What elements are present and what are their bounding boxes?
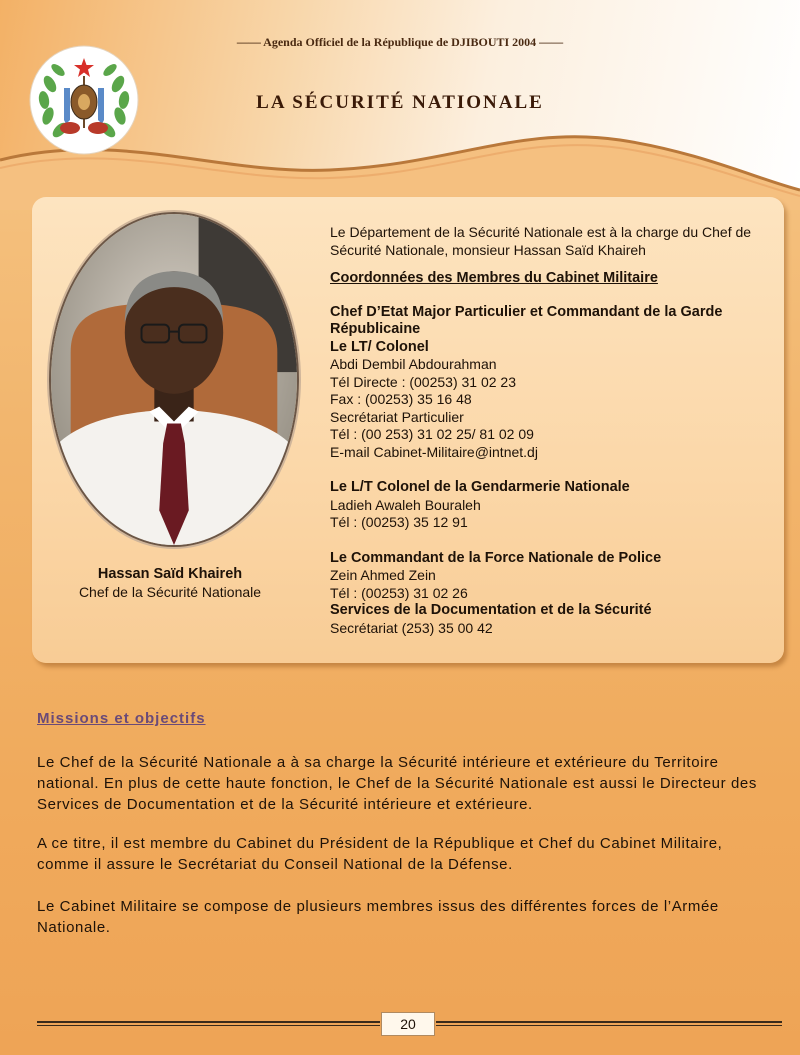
chef-secretariat: Secrétariat Particulier — [330, 408, 464, 425]
police-block — [330, 550, 770, 638]
chef-secretariat-tel: Tél : (00 253) 31 02 25/ 81 02 09 — [330, 426, 534, 442]
chef-fax: Fax : (00253) 35 16 48 — [330, 391, 472, 407]
footer-rule-left — [37, 1021, 380, 1026]
agenda-line: —— Agenda Officiel de la République de DJIBOUTI 2004 —— — [236, 35, 564, 49]
page-title: LA SÉCURITÉ NATIONALE — [256, 92, 544, 113]
official-role: Chef de la Sécurité Nationale — [78, 584, 262, 600]
official-name: Hassan Saïd Khaireh — [97, 566, 243, 582]
services-secretariat: Secrétariat (253) 35 00 42 — [330, 619, 493, 636]
services-title: Services de la Documentation et de la Sécurité — [330, 602, 652, 618]
chef-rank: Le LT/ Colonel — [330, 338, 429, 355]
cabinet-heading: Coordonnées des Membres du Cabinet Militaire — [330, 270, 658, 286]
chef-title-2: Républicaine — [330, 321, 421, 337]
chef-email[interactable]: E-mail Cabinet-Militaire@intnet.dj — [330, 443, 538, 460]
chef-block — [330, 304, 770, 462]
department-intro: Le Département de la Sécurité Nationale est à la charge du Chef de Sécurité Nationale, monsieur Hassan Saïd Khaireh — [330, 224, 752, 258]
missions-heading: Missions et objectifs — [37, 710, 206, 727]
police-title: Le Commandant de la Force Nationale de Police — [330, 549, 662, 566]
portrait-photo — [49, 212, 299, 547]
gendarmerie-block — [330, 479, 770, 532]
missions-paragraph: A ce titre, il est membre du Cabinet du Président de la République et Chef du Cabinet Militaire, comme il assure le Secrétariat du Conseil National de la Défense. — [37, 835, 723, 873]
missions-paragraph: Le Cabinet Militaire se compose de plusieurs membres issus des différentes forces de l’Armée Nationale. — [37, 898, 719, 936]
portrait-caption — [40, 566, 300, 600]
chef-title-1: Chef D’Etat Major Particulier et Commandant de la Garde — [330, 303, 723, 320]
contact-info — [330, 224, 770, 637]
gendarmerie-title: Le L/T Colonel de la Gendarmerie Nationale — [330, 479, 630, 495]
police-name: Zein Ahmed Zein — [330, 567, 436, 583]
chef-name: Abdi Dembil Abdourahman — [330, 356, 497, 372]
coat-of-arms-icon — [28, 44, 140, 156]
gendarmerie-tel: Tél : (00253) 35 12 91 — [330, 514, 468, 530]
footer-rule-right — [436, 1021, 782, 1026]
portrait-image — [51, 214, 297, 545]
page-header — [0, 0, 800, 200]
gendarmerie-name: Ladieh Awaleh Bouraleh — [330, 496, 481, 513]
chef-tel: Tél Directe : (00253) 31 02 23 — [330, 373, 516, 390]
missions-paragraph: Le Chef de la Sécurité Nationale a à sa charge la Sécurité intérieure et extérieure du Territoire national. En plus de cette haute fonction, le Chef de la Sécurité Nationale est aussi le Directeur des Services de Documentation et de la Sécurité intérieure et extérieure. — [37, 754, 757, 813]
page-number: 20 — [381, 1012, 435, 1036]
police-tel: Tél : (00253) 31 02 26 — [330, 584, 468, 601]
